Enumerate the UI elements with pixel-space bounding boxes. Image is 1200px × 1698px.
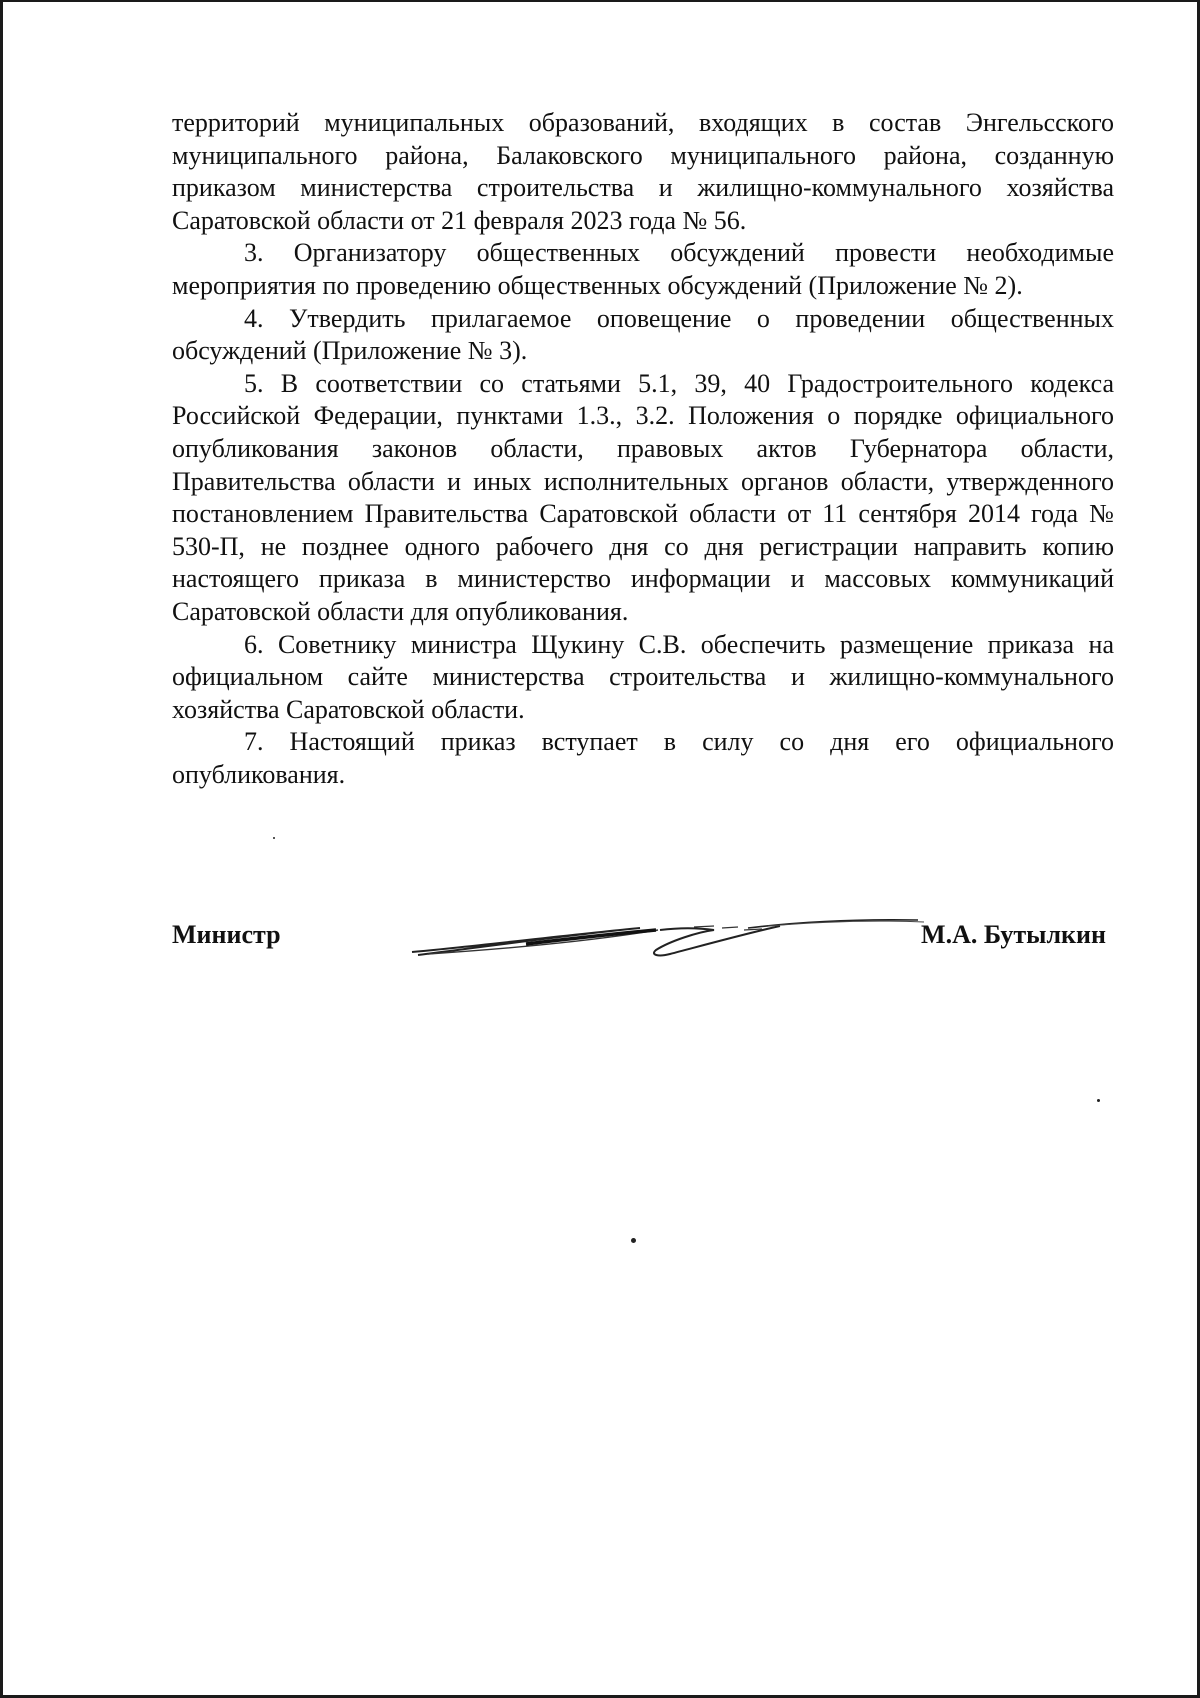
scan-speck (273, 837, 275, 839)
signer-name: М.А. Бутылкин (921, 920, 1106, 949)
handwritten-signature (408, 900, 928, 964)
scan-speck (631, 1238, 636, 1243)
paragraph-item-6: 6. Советнику министра Щукину С.В. обеспечить размещение приказа на официальном сайте министерства строительства и жилищно-коммунального хозяйства Саратовской области. (172, 629, 1114, 724)
paragraph-item-4: 4. Утвердить прилагаемое оповещение о проведении общественных обсуждений (Приложение № 3). (172, 303, 1114, 366)
paragraph-item-3: 3. Организатору общественных обсуждений провести необходимые мероприятия по проведению общественных обсуждений (Приложение № 2). (172, 238, 1114, 300)
paragraph-item-7: 7. Настоящий приказ вступает в силу со дня его официального опубликования. (172, 727, 1114, 789)
signer-title: Министр (172, 920, 281, 949)
document-body (172, 107, 1114, 791)
paragraph-item-5: 5. В соответствии со статьями 5.1, 39, 40 Градостроительного кодекса Российской Федерации, пунктами 1.3., 3.2. Положения о порядке официального опубликования законов области, правовых актов Губернатора области, Правительства области и иных исполнительных органов области, утвержденного постановлением Правительства Саратовской области от 11 сентября 2014 года № 530-П, не позднее одного рабочего дня со дня регистрации направить копию настоящего приказа в министерство информации и массовых коммуникаций Саратовской области для опубликования. (172, 368, 1114, 626)
paragraph-continuation: территорий муниципальных образований, входящих в состав Энгельсского муниципального района, Балаковского муниципального района, созданную приказом министерства строительства и жилищно-коммунального хозяйства Саратовской области от 21 февраля 2023 года № 56. (172, 108, 1114, 235)
scan-speck (1097, 1099, 1100, 1102)
